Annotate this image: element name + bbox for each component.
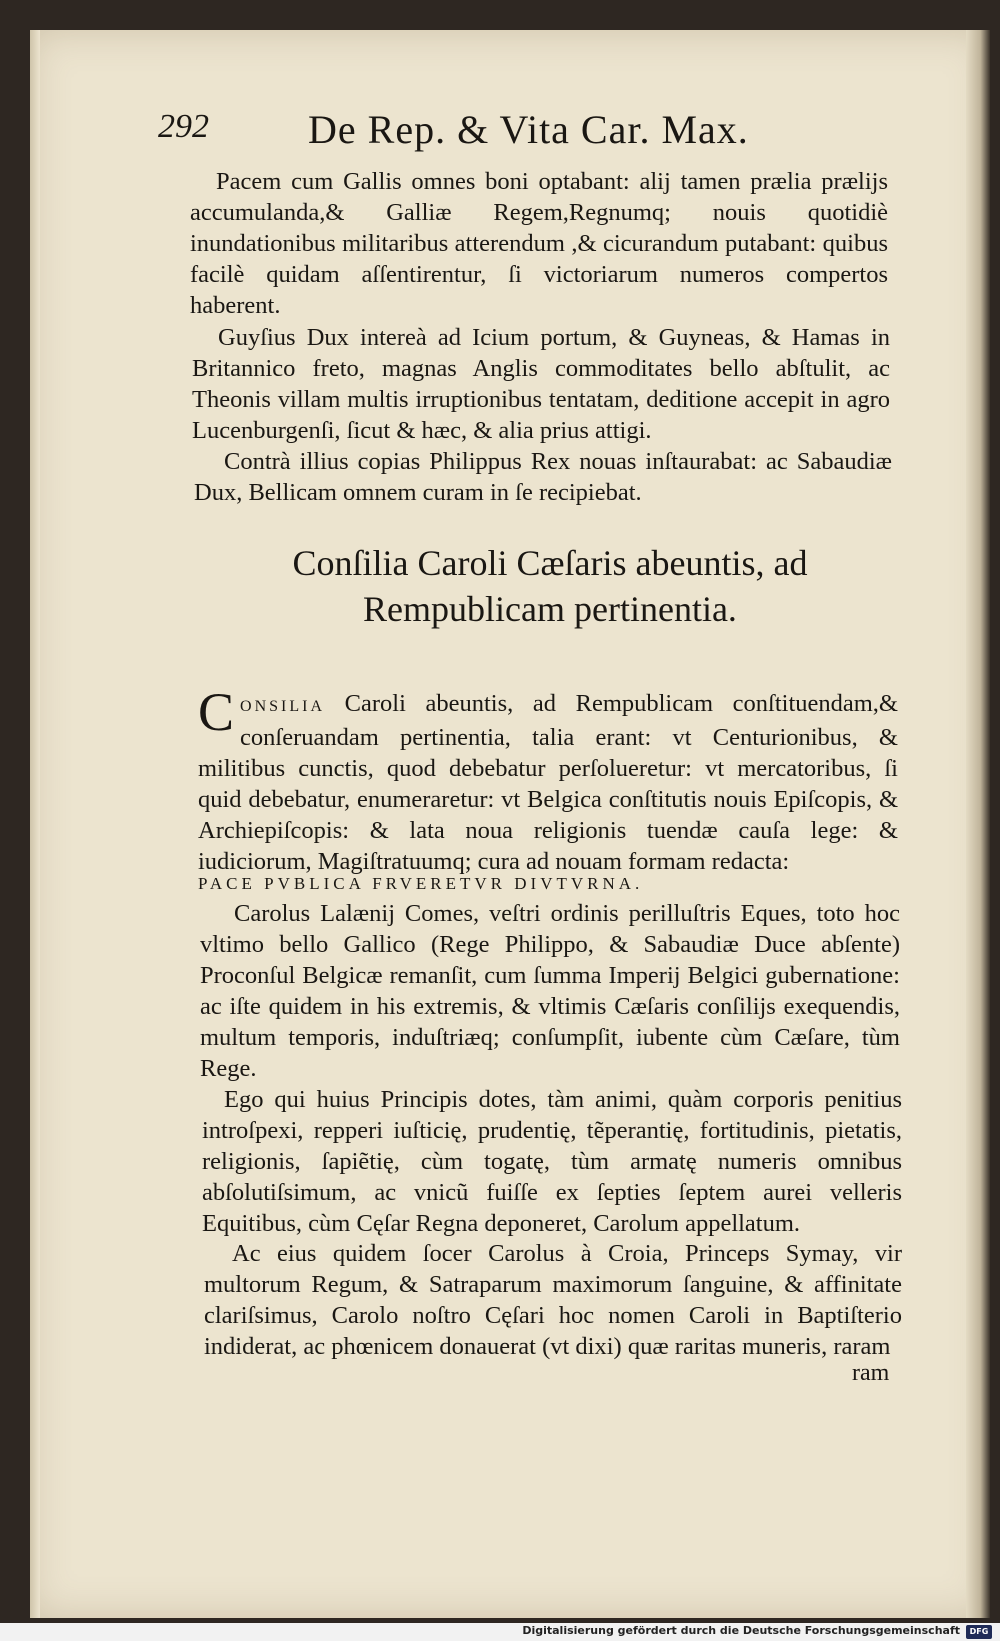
page-right-edge — [966, 30, 990, 1618]
paragraph: Carolus Lalænij Comes, veſtri ordinis perilluſtris Eques, toto hoc vltimo bello Gallico (Rege Philippo, & Sabaudiæ Duce abſente) Proconſul Belgicæ remanſit, cum ſumma Imperij Belgici gubernatione: ac iſte quidem in his extremis, & vltimis Cæſaris conſilijs exequendis, multum temporis, induſtriæq; conſumpſit, iubente cùm Cæſare, tùm Rege. — [200, 900, 900, 1082]
footer-bar — [0, 1623, 1000, 1641]
paragraph: Ac eius quidem ſocer Carolus à Croia, Princeps Symay, vir multorum Regum, & Satraparum maximorum ſanguine, & affinitate clariſsimus, Carolo noſtro Cęſari hoc nomen Caroli in Baptiſterio indiderat, ac phœnicem donauerat (vt dixi) quæ raritas muneris, raram — [204, 1240, 902, 1360]
drop-cap: C — [198, 682, 235, 742]
section-heading: Conſilia Caroli Cæſaris abeuntis, ad Rempublicam pertinentia. — [292, 543, 808, 629]
paragraph: Pacem cum Gallis omnes boni optabant: alij tamen prælia prælijs accumulanda,& Galliæ Regem,Regnumq; nouis quotidiè inundationibus militaribus atterendum ,& cicurandum putabant: quibus facilè quidam aſſentirentur, ſi victoriarum numeros compertos haberent. — [190, 168, 888, 319]
page-number: 292 — [158, 108, 209, 145]
paragraph: Contrà illius copias Philippus Rex nouas inſtaurabat: ac Sabaudiæ Dux, Bellicam omnem curam in ſe recipiebat. — [194, 448, 892, 506]
catchword: ram — [852, 1360, 890, 1386]
section-body-text: Caroli abeuntis, ad Rempublicam conſtituendam,& conſeruandam pertinentia, talia erant: vt Centurionibus, & militibus cunctis, quod debebatur perſolueretur: vt mercatoribus, ſi quid debebatur, enumeraretur: vt Belgica conſtitutis nouis Epiſcopis, & Archiepiſcopis: & lata noua religionis tuendæ cauſa lege: & iudiciorum, Magiſtratuumq; cura ad nouam formam redacta: — [198, 690, 898, 875]
dfg-logo — [966, 1625, 992, 1639]
lead-small-caps: ONSILIA — [240, 698, 326, 715]
section-opening — [198, 682, 898, 877]
paragraph: Ego qui huius Principis dotes, tàm animi, quàm corporis penitius introſpexi, repperi iuſticię, prudentię, tẽperantię, fortitudinis, pietatis, religionis, ſapiẽtię, cùm togatę, tùm armatę numeris omnibus abſolutiſsimum, ac vnicũ fuiſſe ex ſepties ſeptem aurei velleris Equitibus, cùm Cęſar Regna deponeret, Carolum appellatum. — [202, 1086, 902, 1237]
section-paragraph — [198, 682, 898, 877]
running-title: De Rep. & Vita Car. Max. — [308, 107, 749, 152]
funding-notice: Digitalisierung gefördert durch die Deutsche Forschungsgemeinschaft — [522, 1624, 960, 1637]
paragraph: Guyſius Dux intereà ad Icium portum, & Guyneas, & Hamas in Britannico freto, magnas Anglis commoditates bello abſtulit, ac Theonis villam multis irruptionibus tentatam, deditione accepit in agro Lucenburgenſi, ſicut & hæc, & alia prius attigi. — [192, 324, 890, 444]
page-gutter-shadow — [30, 30, 40, 1618]
dfg-logo-text: DFG — [969, 1627, 989, 1636]
running-head — [158, 108, 838, 158]
section-closing-caps: PACE PVBLICA FRVERETVR DIVTVRNA. — [198, 874, 644, 893]
